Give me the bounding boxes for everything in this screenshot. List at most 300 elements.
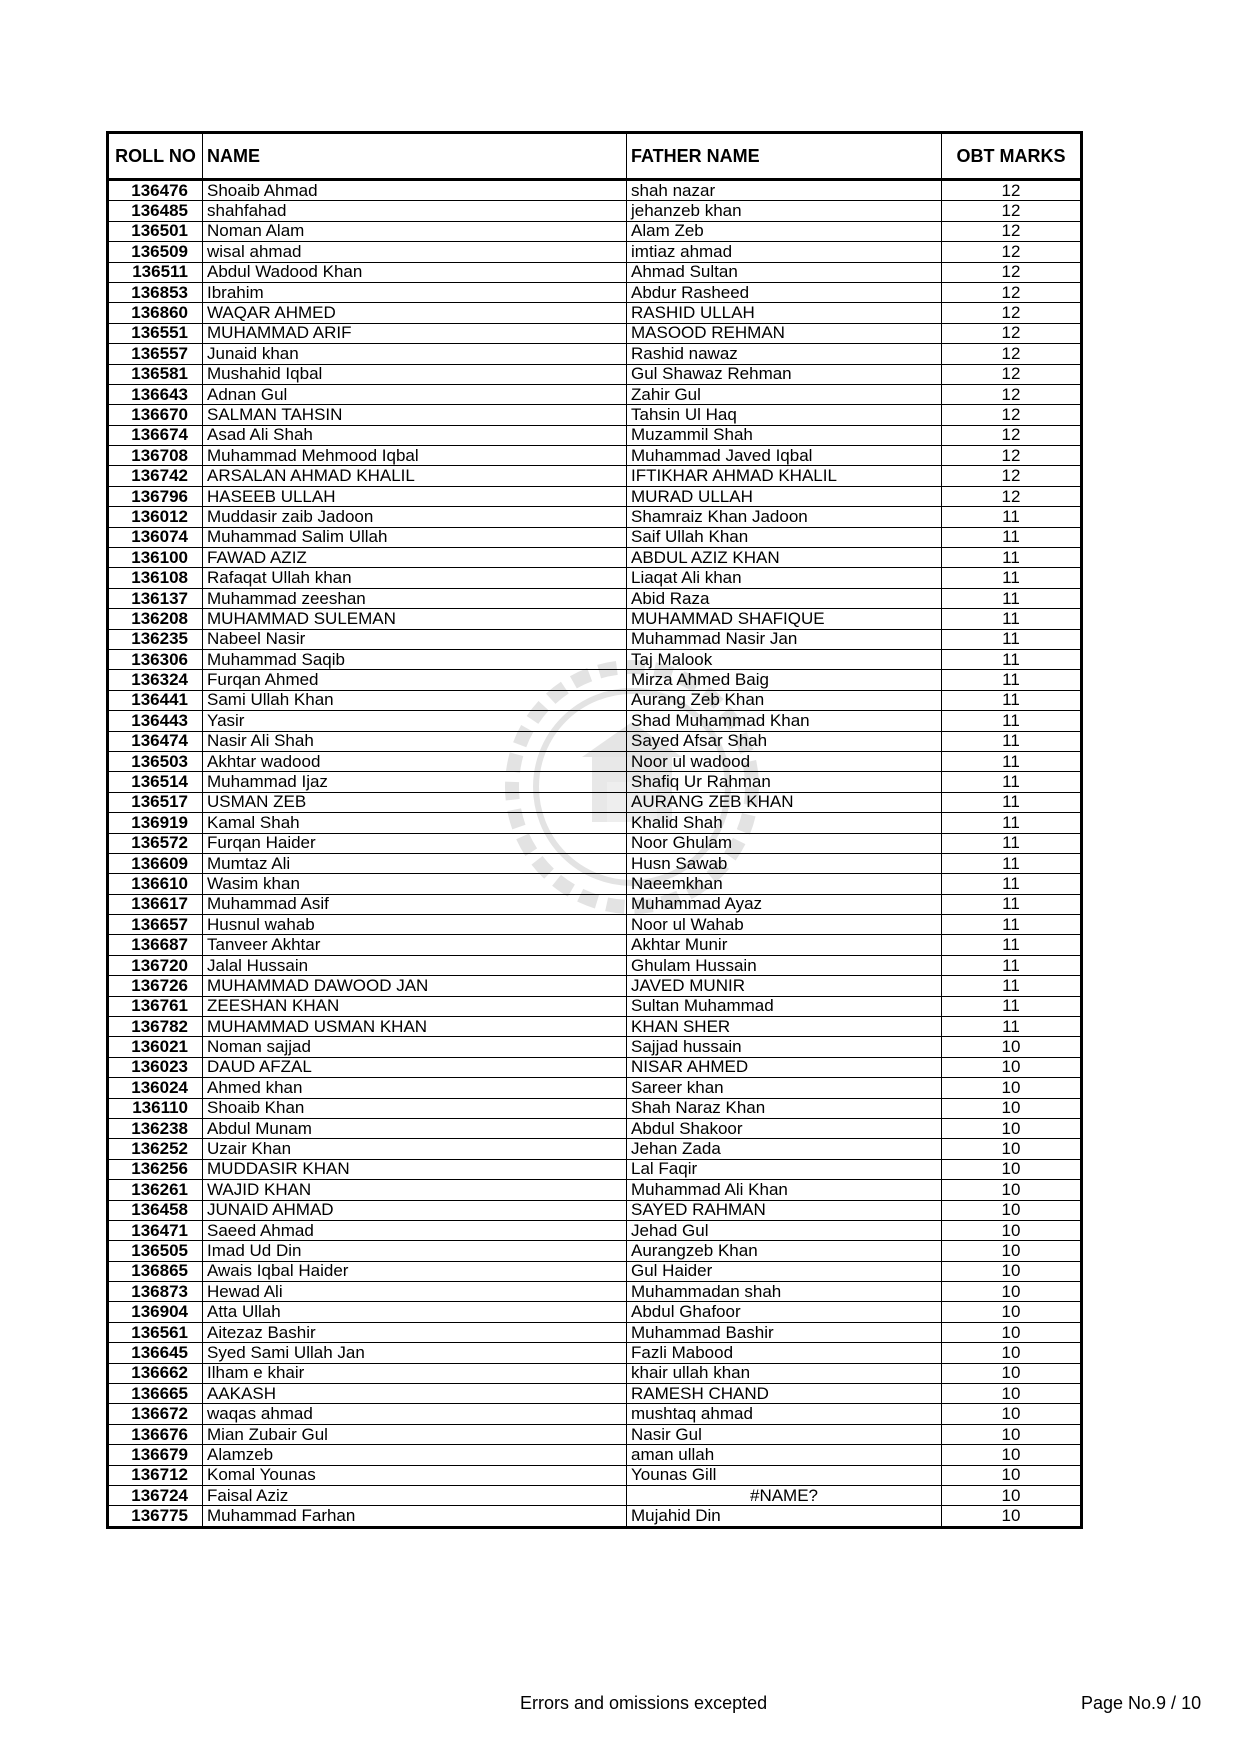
- roll-no-cell: 136551: [108, 323, 203, 343]
- obt-marks-cell: 10: [942, 1465, 1082, 1485]
- father-name-cell: khair ullah khan: [627, 1363, 942, 1383]
- father-name-cell: Jehan Zada: [627, 1139, 942, 1159]
- table-row: [108, 731, 1082, 751]
- table-row: [108, 894, 1082, 914]
- table-row: [108, 262, 1082, 282]
- roll-no-cell: 136643: [108, 384, 203, 404]
- roll-no-cell: 136919: [108, 813, 203, 833]
- name-cell: Jalal Hussain: [203, 955, 627, 975]
- roll-no-cell: 136726: [108, 976, 203, 996]
- table-row: [108, 772, 1082, 792]
- roll-no-cell: 136474: [108, 731, 203, 751]
- father-name-cell: MASOOD REHMAN: [627, 323, 942, 343]
- obt-marks-cell: 10: [942, 1424, 1082, 1444]
- name-cell: Mian Zubair Gul: [203, 1424, 627, 1444]
- name-cell: Kamal Shah: [203, 813, 627, 833]
- father-name-cell: shah nazar: [627, 180, 942, 201]
- name-cell: DAUD AFZAL: [203, 1057, 627, 1077]
- roll-no-cell: 136873: [108, 1282, 203, 1302]
- table-row: [108, 1139, 1082, 1159]
- table-row: [108, 446, 1082, 466]
- father-name-cell: Akhtar Munir: [627, 935, 942, 955]
- roll-no-cell: 136208: [108, 609, 203, 629]
- table-row: [108, 568, 1082, 588]
- roll-no-cell: 136252: [108, 1139, 203, 1159]
- table-row: [108, 1180, 1082, 1200]
- father-name-cell: Alam Zeb: [627, 221, 942, 241]
- table-row: [108, 201, 1082, 221]
- roll-no-cell: 136021: [108, 1037, 203, 1057]
- table-row: [108, 813, 1082, 833]
- table-row: [108, 935, 1082, 955]
- name-cell: Muhammad Farhan: [203, 1506, 627, 1527]
- obt-marks-cell: 11: [942, 588, 1082, 608]
- roll-no-cell: 136674: [108, 425, 203, 445]
- name-cell: Hewad Ali: [203, 1282, 627, 1302]
- roll-no-cell: 136561: [108, 1322, 203, 1342]
- roll-no-cell: 136665: [108, 1384, 203, 1404]
- name-cell: Uzair Khan: [203, 1139, 627, 1159]
- father-name-cell: Sultan Muhammad: [627, 996, 942, 1016]
- name-cell: waqas ahmad: [203, 1404, 627, 1424]
- roll-no-cell: 136110: [108, 1098, 203, 1118]
- father-name-cell: Noor Ghulam: [627, 833, 942, 853]
- roll-no-cell: 136581: [108, 364, 203, 384]
- name-cell: Muddasir zaib Jadoon: [203, 507, 627, 527]
- obt-marks-cell: 11: [942, 976, 1082, 996]
- table-row: [108, 303, 1082, 323]
- father-name-cell: Lal Faqir: [627, 1159, 942, 1179]
- name-cell: Junaid khan: [203, 344, 627, 364]
- obt-marks-cell: 11: [942, 894, 1082, 914]
- table-row: [108, 507, 1082, 527]
- name-cell: ARSALAN AHMAD KHALIL: [203, 466, 627, 486]
- roll-no-cell: 136137: [108, 588, 203, 608]
- father-name-cell: Abdul Ghafoor: [627, 1302, 942, 1322]
- father-name-cell: Sajjad hussain: [627, 1037, 942, 1057]
- roll-no-header: ROLL NO: [108, 133, 203, 180]
- roll-no-cell: 136782: [108, 1017, 203, 1037]
- name-cell: MUDDASIR KHAN: [203, 1159, 627, 1179]
- table-row: [108, 751, 1082, 771]
- disclaimer-note: Errors and omissions excepted: [520, 1693, 768, 1713]
- obt-marks-cell: 10: [942, 1302, 1082, 1322]
- name-cell: ZEESHAN KHAN: [203, 996, 627, 1016]
- name-cell: Noman sajjad: [203, 1037, 627, 1057]
- table-row: [108, 996, 1082, 1016]
- obt-marks-cell: 12: [942, 384, 1082, 404]
- roll-no-cell: 136670: [108, 405, 203, 425]
- father-name-cell: Abdul Shakoor: [627, 1118, 942, 1138]
- name-cell: Asad Ali Shah: [203, 425, 627, 445]
- roll-no-cell: 136458: [108, 1200, 203, 1220]
- obt-marks-cell: 12: [942, 221, 1082, 241]
- name-cell: Muhammad Mehmood Iqbal: [203, 446, 627, 466]
- father-name-cell: Muhammad Javed Iqbal: [627, 446, 942, 466]
- table-row: [108, 1078, 1082, 1098]
- roll-no-cell: 136261: [108, 1180, 203, 1200]
- roll-no-cell: 136676: [108, 1424, 203, 1444]
- obt-marks-cell: 12: [942, 201, 1082, 221]
- roll-no-cell: 136443: [108, 711, 203, 731]
- table-row: [108, 629, 1082, 649]
- table-row: [108, 1486, 1082, 1506]
- roll-no-cell: 136501: [108, 221, 203, 241]
- obt-marks-header: OBT MARKS: [942, 133, 1082, 180]
- name-cell: Nabeel Nasir: [203, 629, 627, 649]
- father-name-cell: Gul Haider: [627, 1261, 942, 1281]
- obt-marks-cell: 10: [942, 1057, 1082, 1077]
- roll-no-cell: 136511: [108, 262, 203, 282]
- table-row: [108, 527, 1082, 547]
- father-name-cell: aman ullah: [627, 1445, 942, 1465]
- obt-marks-cell: 11: [942, 629, 1082, 649]
- obt-marks-cell: 12: [942, 466, 1082, 486]
- name-cell: Awais Iqbal Haider: [203, 1261, 627, 1281]
- name-cell: WAJID KHAN: [203, 1180, 627, 1200]
- name-cell: Adnan Gul: [203, 384, 627, 404]
- name-cell: MUHAMMAD USMAN KHAN: [203, 1017, 627, 1037]
- obt-marks-cell: 11: [942, 996, 1082, 1016]
- father-name-cell: AURANG ZEB KHAN: [627, 792, 942, 812]
- name-cell: Ilham e khair: [203, 1363, 627, 1383]
- father-name-cell: MURAD ULLAH: [627, 486, 942, 506]
- table-row: [108, 486, 1082, 506]
- obt-marks-cell: 10: [942, 1384, 1082, 1404]
- father-name-cell: Liaqat Ali khan: [627, 568, 942, 588]
- obt-marks-cell: 10: [942, 1098, 1082, 1118]
- obt-marks-cell: 10: [942, 1506, 1082, 1527]
- roll-no-cell: 136012: [108, 507, 203, 527]
- obt-marks-cell: 12: [942, 446, 1082, 466]
- roll-no-cell: 136306: [108, 649, 203, 669]
- father-name-cell: IFTIKHAR AHMAD KHALIL: [627, 466, 942, 486]
- table-row: [108, 711, 1082, 731]
- father-name-cell: Ahmad Sultan: [627, 262, 942, 282]
- obt-marks-cell: 12: [942, 344, 1082, 364]
- father-name-cell: Husn Sawab: [627, 853, 942, 873]
- table-row: [108, 1261, 1082, 1281]
- roll-no-cell: 136712: [108, 1465, 203, 1485]
- name-cell: Muhammad Salim Ullah: [203, 527, 627, 547]
- father-name-cell: imtiaz ahmad: [627, 242, 942, 262]
- table-row: [108, 242, 1082, 262]
- father-name-cell: MUHAMMAD SHAFIQUE: [627, 609, 942, 629]
- roll-no-cell: 136679: [108, 1445, 203, 1465]
- father-name-cell: jehanzeb khan: [627, 201, 942, 221]
- results-body: [108, 180, 1082, 1528]
- table-row: [108, 282, 1082, 302]
- obt-marks-cell: 12: [942, 282, 1082, 302]
- father-name-cell: Saif Ullah Khan: [627, 527, 942, 547]
- father-name-cell: mushtaq ahmad: [627, 1404, 942, 1424]
- table-row: [108, 384, 1082, 404]
- name-cell: Muhammad zeeshan: [203, 588, 627, 608]
- roll-no-cell: 136853: [108, 282, 203, 302]
- obt-marks-cell: 10: [942, 1200, 1082, 1220]
- roll-no-cell: 136672: [108, 1404, 203, 1424]
- obt-marks-cell: 11: [942, 833, 1082, 853]
- name-cell: Faisal Aziz: [203, 1486, 627, 1506]
- obt-marks-cell: 12: [942, 262, 1082, 282]
- father-name-cell: Jehad Gul: [627, 1220, 942, 1240]
- roll-no-cell: 136023: [108, 1057, 203, 1077]
- obt-marks-cell: 11: [942, 813, 1082, 833]
- obt-marks-cell: 10: [942, 1282, 1082, 1302]
- obt-marks-cell: 10: [942, 1180, 1082, 1200]
- name-cell: Alamzeb: [203, 1445, 627, 1465]
- obt-marks-cell: 11: [942, 568, 1082, 588]
- obt-marks-cell: 11: [942, 507, 1082, 527]
- obt-marks-cell: 11: [942, 731, 1082, 751]
- father-name-cell: Zahir Gul: [627, 384, 942, 404]
- name-cell: AAKASH: [203, 1384, 627, 1404]
- roll-no-cell: 136514: [108, 772, 203, 792]
- obt-marks-cell: 10: [942, 1139, 1082, 1159]
- father-name-cell: Rashid nawaz: [627, 344, 942, 364]
- roll-no-cell: 136074: [108, 527, 203, 547]
- table-row: [108, 1424, 1082, 1444]
- roll-no-cell: 136724: [108, 1486, 203, 1506]
- obt-marks-cell: 12: [942, 405, 1082, 425]
- father-name-cell: Aurang Zeb Khan: [627, 690, 942, 710]
- roll-no-cell: 136865: [108, 1261, 203, 1281]
- table-row: [108, 364, 1082, 384]
- name-cell: Mushahid Iqbal: [203, 364, 627, 384]
- table-row: [108, 915, 1082, 935]
- father-name-cell: Muhammadan shah: [627, 1282, 942, 1302]
- father-name-cell: Aurangzeb Khan: [627, 1241, 942, 1261]
- roll-no-cell: 136485: [108, 201, 203, 221]
- table-row: [108, 1159, 1082, 1179]
- obt-marks-cell: 10: [942, 1220, 1082, 1240]
- name-cell: Yasir: [203, 711, 627, 731]
- name-cell: MUHAMMAD SULEMAN: [203, 609, 627, 629]
- table-row: [108, 670, 1082, 690]
- roll-no-cell: 136720: [108, 955, 203, 975]
- father-name-cell: Muhammad Bashir: [627, 1322, 942, 1342]
- name-cell: Abdul Wadood Khan: [203, 262, 627, 282]
- table-row: [108, 609, 1082, 629]
- obt-marks-cell: 10: [942, 1241, 1082, 1261]
- name-cell: Furqan Haider: [203, 833, 627, 853]
- table-row: [108, 1017, 1082, 1037]
- obt-marks-cell: 10: [942, 1261, 1082, 1281]
- roll-no-cell: 136324: [108, 670, 203, 690]
- roll-no-cell: 136238: [108, 1118, 203, 1138]
- father-name-cell: SAYED RAHMAN: [627, 1200, 942, 1220]
- obt-marks-cell: 10: [942, 1404, 1082, 1424]
- roll-no-cell: 136775: [108, 1506, 203, 1527]
- father-name-cell: Sayed Afsar Shah: [627, 731, 942, 751]
- father-name-cell: Taj Malook: [627, 649, 942, 669]
- obt-marks-cell: 11: [942, 527, 1082, 547]
- table-row: [108, 853, 1082, 873]
- roll-no-cell: 136708: [108, 446, 203, 466]
- obt-marks-cell: 10: [942, 1078, 1082, 1098]
- table-row: [108, 323, 1082, 343]
- table-row: [108, 874, 1082, 894]
- name-cell: Atta Ullah: [203, 1302, 627, 1322]
- roll-no-cell: 136860: [108, 303, 203, 323]
- father-name-cell: Muzammil Shah: [627, 425, 942, 445]
- obt-marks-cell: 11: [942, 853, 1082, 873]
- table-row: [108, 180, 1082, 201]
- father-name-cell: Abid Raza: [627, 588, 942, 608]
- roll-no-cell: 136617: [108, 894, 203, 914]
- name-cell: Muhammad Asif: [203, 894, 627, 914]
- father-name-cell: Fazli Mabood: [627, 1343, 942, 1363]
- roll-no-cell: 136503: [108, 751, 203, 771]
- name-cell: Shoaib Khan: [203, 1098, 627, 1118]
- father-name-cell: NISAR AHMED: [627, 1057, 942, 1077]
- father-name-cell: Ghulam Hussain: [627, 955, 942, 975]
- obt-marks-cell: 11: [942, 649, 1082, 669]
- roll-no-cell: 136476: [108, 180, 203, 201]
- table-row: [108, 955, 1082, 975]
- father-name-cell: Mujahid Din: [627, 1506, 942, 1527]
- father-name-cell: Shafiq Ur Rahman: [627, 772, 942, 792]
- roll-no-cell: 136657: [108, 915, 203, 935]
- obt-marks-cell: 11: [942, 792, 1082, 812]
- name-header: NAME: [203, 133, 627, 180]
- table-row: [108, 548, 1082, 568]
- name-cell: HASEEB ULLAH: [203, 486, 627, 506]
- table-row: [108, 1220, 1082, 1240]
- table-row: [108, 1037, 1082, 1057]
- table-row: [108, 466, 1082, 486]
- obt-marks-cell: 11: [942, 751, 1082, 771]
- father-name-header: FATHER NAME: [627, 133, 942, 180]
- roll-no-cell: 136108: [108, 568, 203, 588]
- name-cell: Saeed Ahmad: [203, 1220, 627, 1240]
- table-row: [108, 1445, 1082, 1465]
- name-cell: shahfahad: [203, 201, 627, 221]
- obt-marks-cell: 12: [942, 242, 1082, 262]
- roll-no-cell: 136557: [108, 344, 203, 364]
- father-name-cell: #NAME?: [627, 1486, 942, 1506]
- name-cell: FAWAD AZIZ: [203, 548, 627, 568]
- name-cell: Husnul wahab: [203, 915, 627, 935]
- table-row: [108, 425, 1082, 445]
- father-name-cell: Noor ul Wahab: [627, 915, 942, 935]
- obt-marks-cell: 11: [942, 670, 1082, 690]
- roll-no-cell: 136505: [108, 1241, 203, 1261]
- obt-marks-cell: 11: [942, 772, 1082, 792]
- obt-marks-cell: 10: [942, 1037, 1082, 1057]
- name-cell: MUHAMMAD DAWOOD JAN: [203, 976, 627, 996]
- father-name-cell: Mirza Ahmed Baig: [627, 670, 942, 690]
- table-row: [108, 1363, 1082, 1383]
- name-cell: Shoaib Ahmad: [203, 180, 627, 201]
- obt-marks-cell: 10: [942, 1445, 1082, 1465]
- table-row: [108, 976, 1082, 996]
- roll-no-cell: 136517: [108, 792, 203, 812]
- father-name-cell: Shad Muhammad Khan: [627, 711, 942, 731]
- father-name-cell: Younas Gill: [627, 1465, 942, 1485]
- table-row: [108, 405, 1082, 425]
- obt-marks-cell: 12: [942, 364, 1082, 384]
- name-cell: Sami Ullah Khan: [203, 690, 627, 710]
- table-row: [108, 1200, 1082, 1220]
- table-row: [108, 221, 1082, 241]
- obt-marks-cell: 12: [942, 323, 1082, 343]
- father-name-cell: Muhammad Ali Khan: [627, 1180, 942, 1200]
- table-row: [108, 1118, 1082, 1138]
- name-cell: wisal ahmad: [203, 242, 627, 262]
- father-name-cell: KHAN SHER: [627, 1017, 942, 1037]
- father-name-cell: RAMESH CHAND: [627, 1384, 942, 1404]
- obt-marks-cell: 10: [942, 1322, 1082, 1342]
- father-name-cell: Shamraiz Khan Jadoon: [627, 507, 942, 527]
- table-row: [108, 1343, 1082, 1363]
- father-name-cell: Shah Naraz Khan: [627, 1098, 942, 1118]
- name-cell: Aitezaz Bashir: [203, 1322, 627, 1342]
- name-cell: Nasir Ali Shah: [203, 731, 627, 751]
- roll-no-cell: 136256: [108, 1159, 203, 1179]
- father-name-cell: Nasir Gul: [627, 1424, 942, 1444]
- roll-no-cell: 136742: [108, 466, 203, 486]
- name-cell: Akhtar wadood: [203, 751, 627, 771]
- obt-marks-cell: 11: [942, 711, 1082, 731]
- father-name-cell: ABDUL AZIZ KHAN: [627, 548, 942, 568]
- table-row: [108, 1302, 1082, 1322]
- name-cell: Ahmed khan: [203, 1078, 627, 1098]
- name-cell: Ibrahim: [203, 282, 627, 302]
- roll-no-cell: 136509: [108, 242, 203, 262]
- roll-no-cell: 136609: [108, 853, 203, 873]
- name-cell: Tanveer Akhtar: [203, 935, 627, 955]
- obt-marks-cell: 11: [942, 915, 1082, 935]
- roll-no-cell: 136662: [108, 1363, 203, 1383]
- father-name-cell: Muhammad Ayaz: [627, 894, 942, 914]
- table-row: [108, 1465, 1082, 1485]
- roll-no-cell: 136687: [108, 935, 203, 955]
- obt-marks-cell: 12: [942, 303, 1082, 323]
- father-name-cell: Khalid Shah: [627, 813, 942, 833]
- table-row: [108, 792, 1082, 812]
- obt-marks-cell: 11: [942, 1017, 1082, 1037]
- roll-no-cell: 136441: [108, 690, 203, 710]
- name-cell: Syed Sami Ullah Jan: [203, 1343, 627, 1363]
- obt-marks-cell: 11: [942, 874, 1082, 894]
- roll-no-cell: 136796: [108, 486, 203, 506]
- table-row: [108, 1282, 1082, 1302]
- name-cell: MUHAMMAD ARIF: [203, 323, 627, 343]
- name-cell: Noman Alam: [203, 221, 627, 241]
- obt-marks-cell: 10: [942, 1343, 1082, 1363]
- name-cell: SALMAN TAHSIN: [203, 405, 627, 425]
- name-cell: Furqan Ahmed: [203, 670, 627, 690]
- roll-no-cell: 136572: [108, 833, 203, 853]
- roll-no-cell: 136100: [108, 548, 203, 568]
- table-row: [108, 690, 1082, 710]
- father-name-cell: Tahsin Ul Haq: [627, 405, 942, 425]
- roll-no-cell: 136761: [108, 996, 203, 1016]
- table-row: [108, 344, 1082, 364]
- obt-marks-cell: 12: [942, 180, 1082, 201]
- obt-marks-cell: 12: [942, 425, 1082, 445]
- table-row: [108, 649, 1082, 669]
- name-cell: WAQAR AHMED: [203, 303, 627, 323]
- father-name-cell: JAVED MUNIR: [627, 976, 942, 996]
- obt-marks-cell: 11: [942, 548, 1082, 568]
- father-name-cell: RASHID ULLAH: [627, 303, 942, 323]
- name-cell: Komal Younas: [203, 1465, 627, 1485]
- obt-marks-cell: 10: [942, 1118, 1082, 1138]
- obt-marks-cell: 10: [942, 1486, 1082, 1506]
- table-row: [108, 1384, 1082, 1404]
